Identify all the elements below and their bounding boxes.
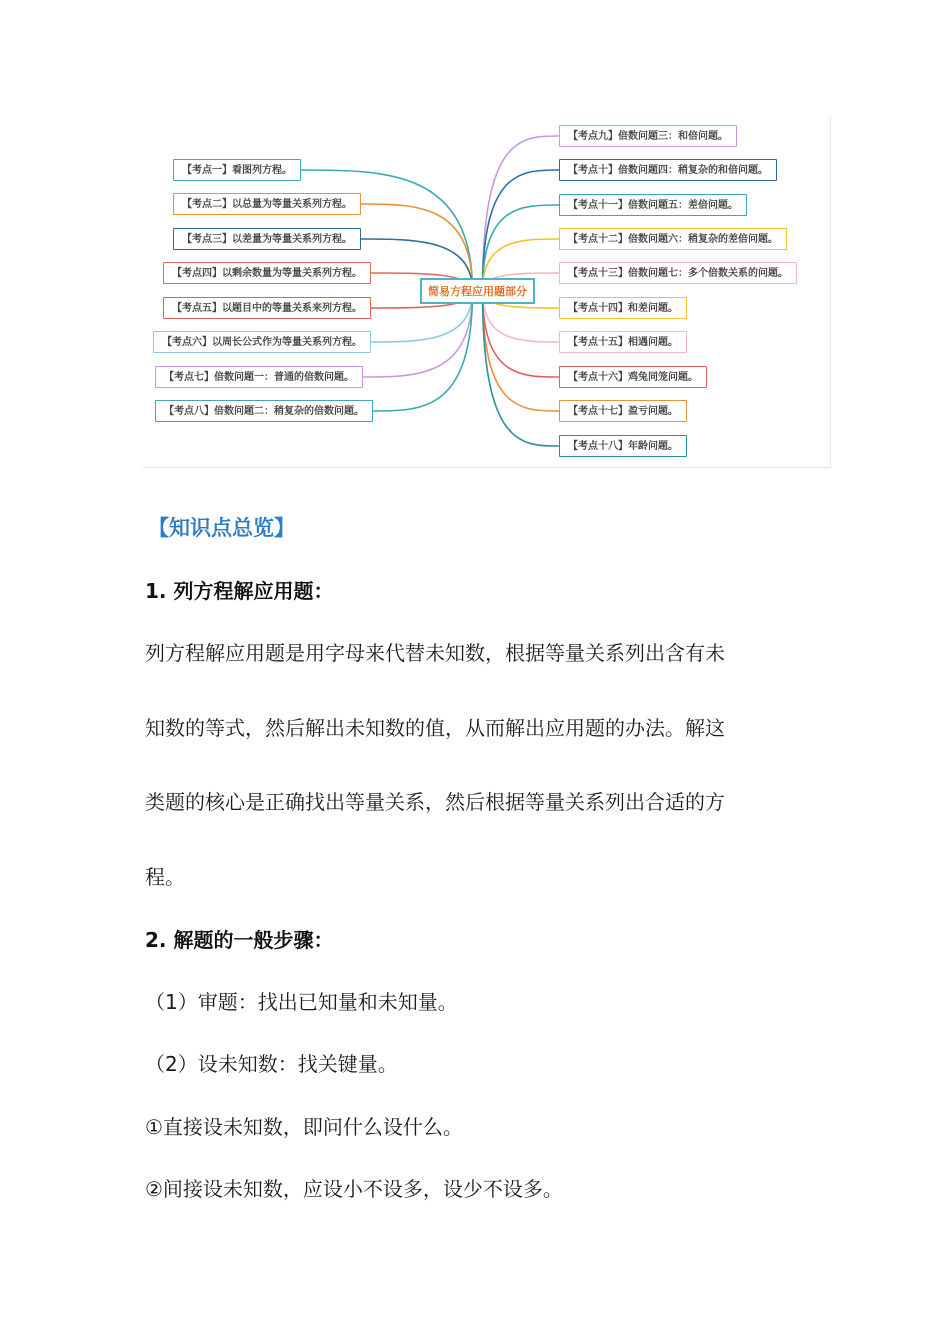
mindmap-node-left-8: 【考点八】倍数问题二：稍复杂的倍数问题。 xyxy=(155,400,373,422)
step-2: （2）设未知数：找关键量。 xyxy=(145,1052,398,1076)
mindmap-connector-left-8 xyxy=(373,291,473,411)
mindmap-node-right-6: 【考点十四】和差问题。 xyxy=(559,297,687,319)
mindmap-node-right-8: 【考点十六】鸡兔同笼问题。 xyxy=(559,366,707,388)
mindmap-node-right-2: 【考点十】倍数问题四：稍复杂的和倍问题。 xyxy=(559,159,777,181)
section1-line-3: 类题的核心是正确找出等量关系，然后根据等量关系列出合适的方 xyxy=(145,790,725,814)
mindmap-node-left-2: 【考点二】以总量为等量关系列方程。 xyxy=(173,193,361,215)
step-1: （1）审题：找出已知量和未知量。 xyxy=(145,990,458,1014)
mindmap-center-node: 简易方程应用题部分 xyxy=(420,278,535,304)
mindmap-connector-right-10 xyxy=(483,291,560,446)
mindmap-node-right-10: 【考点十八】年龄问题。 xyxy=(559,435,687,457)
mindmap-node-right-5: 【考点十三】倍数问题七：多个倍数关系的问题。 xyxy=(559,262,797,284)
knowledge-overview-heading: 【知识点总览】 xyxy=(148,516,295,540)
mindmap-connector-right-1 xyxy=(483,136,560,291)
section2-title: 2. 解题的一般步骤： xyxy=(145,928,334,952)
section1-line-4: 程。 xyxy=(145,865,185,889)
section1-title: 1. 列方程解应用题： xyxy=(145,579,334,603)
sub-item-1: ①直接设未知数，即问什么设什么。 xyxy=(145,1115,463,1139)
mindmap-node-left-6: 【考点六】以周长公式作为等量关系列方程。 xyxy=(153,331,371,353)
mindmap-node-left-1: 【考点一】看图列方程。 xyxy=(173,159,301,181)
mind-map xyxy=(143,115,831,468)
mindmap-node-left-5: 【考点五】以题目中的等量关系来列方程。 xyxy=(163,297,371,319)
section1-line-2: 知数的等式，然后解出未知数的值，从而解出应用题的办法。解这 xyxy=(145,716,725,740)
mindmap-node-right-7: 【考点十五】相遇问题。 xyxy=(559,331,687,353)
mindmap-node-left-4: 【考点四】以剩余数量为等量关系列方程。 xyxy=(163,262,371,284)
mindmap-node-right-4: 【考点十二】倍数问题六：稍复杂的差倍问题。 xyxy=(559,228,787,250)
section1-line-1: 列方程解应用题是用字母来代替未知数，根据等量关系列出含有未 xyxy=(145,641,725,665)
sub-item-2: ②间接设未知数，应设小不设多，设少不设多。 xyxy=(145,1177,563,1201)
mindmap-node-right-9: 【考点十七】盈亏问题。 xyxy=(559,400,687,422)
mindmap-node-right-1: 【考点九】倍数问题三：和倍问题。 xyxy=(559,125,737,147)
mindmap-node-right-3: 【考点十一】倍数问题五：差倍问题。 xyxy=(559,194,747,216)
mindmap-node-left-3: 【考点三】以差量为等量关系列方程。 xyxy=(173,228,361,250)
mindmap-node-left-7: 【考点七】倍数问题一：普通的倍数问题。 xyxy=(155,366,363,388)
